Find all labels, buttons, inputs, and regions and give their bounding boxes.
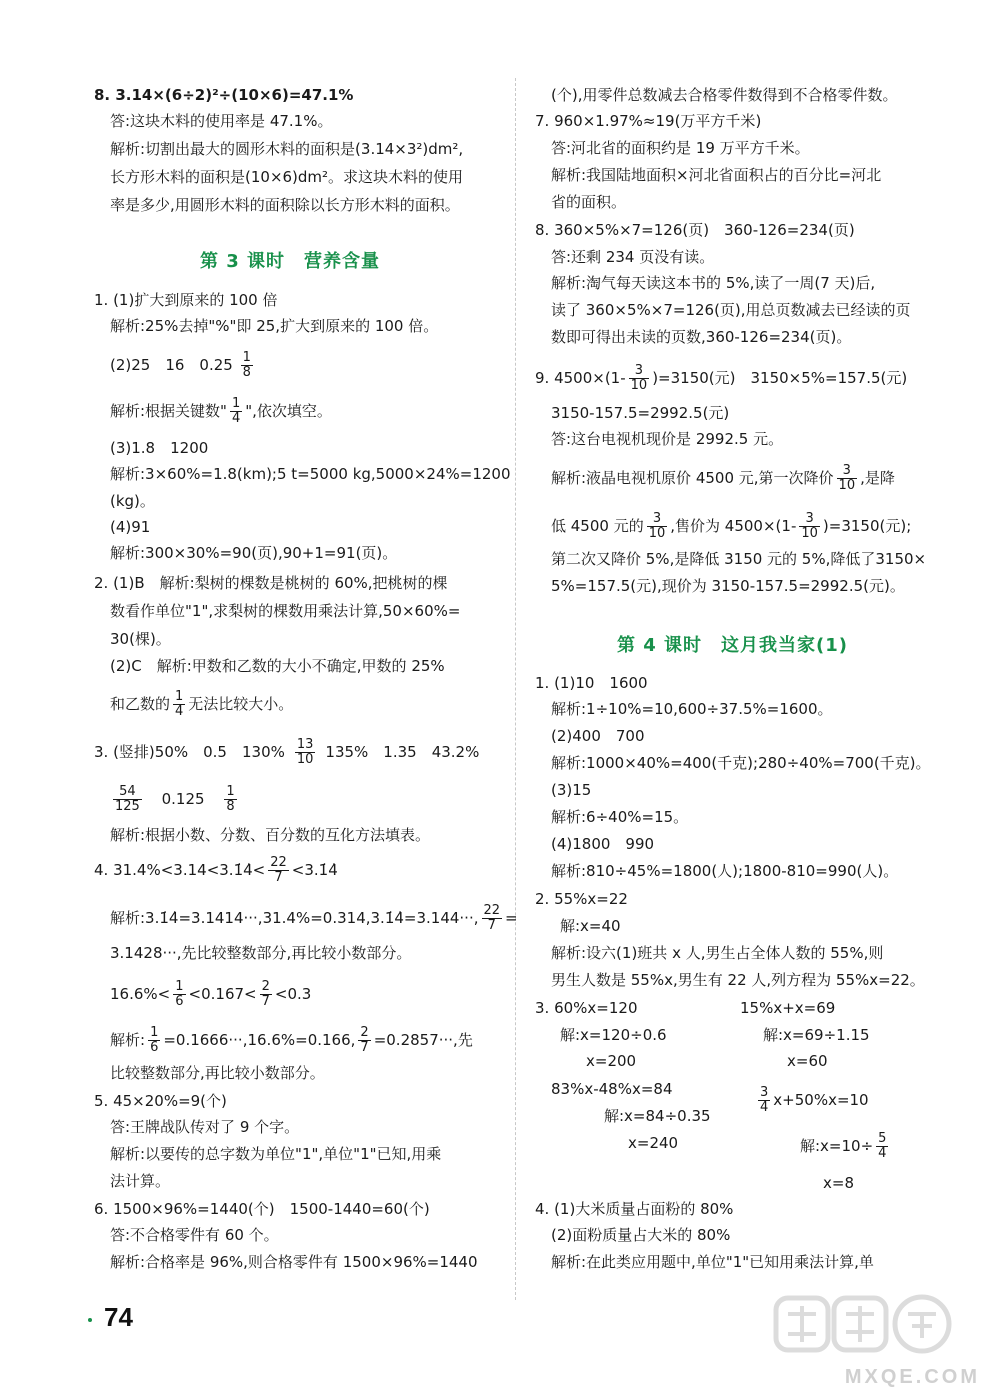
q1-1-analysis: 解析:25%去掉"%"即 25,扩大到原来的 100 倍。 — [110, 317, 439, 335]
fraction — [148, 1026, 160, 1055]
p2-solution: 解:x=40 — [560, 917, 621, 935]
text: =0.1666···,16.6%=0.166, — [163, 1031, 356, 1049]
fraction — [260, 980, 272, 1009]
q4-part2-analysis-2: 比较整数部分,再比较小数部分。 — [110, 1064, 325, 1082]
q4-analysis-2: 3.1428···,先比较整数部分,再比较小数部分。 — [110, 944, 412, 962]
fraction — [241, 351, 253, 380]
p3b: 15%x+x=69 — [740, 999, 836, 1017]
q3 — [94, 737, 480, 767]
text: 4. 31.4%<3.14<3.1̇4̇< — [94, 861, 266, 879]
text: 解析:3.1̇4̇=3.1414···,31.4%=0.314,3.1̇4̇=3.144···, — [110, 909, 479, 927]
q7-answer: 答:河北省的面积约是 19 万平方千米。 — [551, 139, 810, 157]
q8-answer: 答:还剩 234 页没有读。 — [551, 248, 715, 266]
fraction — [758, 1086, 770, 1115]
q2-1-line3: 30(棵)。 — [110, 630, 171, 648]
q1-4: (4)91 — [110, 518, 151, 536]
fraction — [173, 690, 185, 719]
q8-analysis: 解析:淘气每天读这本书的 5%,读了一周(7 天)后, — [551, 274, 876, 292]
text: 9. 4500×(1- — [535, 369, 626, 387]
q1-2-text: (2)25 16 0.25 — [110, 356, 233, 374]
frac-den: 10 — [801, 526, 818, 541]
fraction — [837, 464, 858, 493]
q8-calc — [94, 84, 353, 108]
frac-den: 125 — [115, 799, 140, 814]
q5-analysis: 解析:以要传的总字数为单位"1",单位"1"已知,用乘 — [110, 1145, 442, 1163]
frac-den: 10 — [296, 752, 314, 767]
p3a-step2: x=200 — [586, 1052, 637, 1070]
p3b-step1: 解:x=69÷1.15 — [763, 1026, 870, 1044]
q5: 5. 45×20%=9(个) — [94, 1092, 227, 1110]
p1-4-analysis: 解析:810÷45%=1800(人);1800-810=990(人)。 — [551, 862, 899, 880]
q6-analysis: 解析:合格率是 96%,则合格零件有 1500×96%=1440 — [110, 1253, 478, 1271]
frac-num: 2 — [261, 979, 270, 994]
q7-analysis-2: 省的面积。 — [551, 193, 627, 211]
p1-2: (2)400 700 — [551, 727, 645, 745]
q1-3-analysis: 解析:3×60%=1.8(km);5 t=5000 kg,5000×24%=1200 — [110, 465, 511, 483]
watermark-text: MXQE.COM — [844, 1366, 980, 1388]
q4-part2-analysis — [110, 1025, 473, 1055]
frac-den: 6 — [150, 1040, 159, 1055]
text: =0.2857···,先 — [373, 1031, 473, 1049]
q6: 6. 1500×96%=1440(个) 1500-1440=60(个) — [94, 1200, 430, 1218]
fraction — [224, 785, 236, 814]
q1-4-analysis: 解析:300×30%=90(页),90+1=91(页)。 — [110, 544, 398, 562]
p1-1-analysis: 解析:1÷10%=10,600÷37.5%=1600。 — [551, 700, 833, 718]
q8: 8. 360×5%×7=126(页) 360-126=234(页) — [535, 221, 855, 239]
p1-2-analysis: 解析:1000×40%=400(千克);280÷40%=700(千克)。 — [551, 754, 931, 772]
q8-text: 8. 3.14×(6÷2)²÷(10×6)=47.1% — [94, 86, 354, 104]
q5-answer: 答:王牌战队传对了 9 个字。 — [110, 1118, 300, 1136]
q1-3-analysis-2: (kg)。 — [110, 492, 155, 510]
q8-analysis-1: 解析:切割出最大的圆形木料的面积是(3.14×3²)dm², — [110, 140, 464, 158]
text: 低 4500 元的 — [551, 517, 644, 535]
q2-1: 2. (1)B 解析:梨树的棵数是桃树的 60%,把桃树的棵 — [94, 574, 448, 592]
q3-analysis: 解析:根据小数、分数、百分数的互化方法填表。 — [110, 826, 431, 844]
text: )=3150(元) 3150×5%=157.5(元) — [652, 369, 908, 387]
text: 135% 1.35 43.2% — [325, 743, 480, 761]
fraction — [295, 738, 316, 767]
frac-den: 4 — [878, 1146, 887, 1161]
q6-answer: 答:不合格零件有 60 个。 — [110, 1226, 279, 1244]
q1-3: (3)1.8 1200 — [110, 439, 209, 457]
p4-1: 4. (1)大米质量占面粉的 80% — [535, 1200, 734, 1218]
frac-num: 2 — [360, 1025, 369, 1040]
frac-num: 3 — [799, 512, 820, 527]
p3c-step2: x=240 — [628, 1134, 679, 1152]
p2: 2. 55%x=22 — [535, 890, 628, 908]
frac-den: 6 — [175, 994, 184, 1009]
text: = — [505, 909, 518, 927]
q1-2-analysis — [110, 396, 332, 426]
p1-3: (3)15 — [551, 781, 592, 799]
frac-den: 7 — [360, 1040, 369, 1055]
q9-analysis-4: 5%=157.5(元),现价为 3150-157.5=2992.5(元)。 — [551, 577, 905, 595]
text: ,是降 — [860, 469, 895, 487]
section-title-lesson3: 第 3 课时 营养含量 — [200, 251, 381, 272]
frac-den: 8 — [226, 799, 235, 814]
text: ,售价为 4500×(1- — [670, 517, 797, 535]
text: 3. (竖排)50% 0.5 130% — [94, 743, 285, 761]
fraction — [358, 1026, 370, 1055]
p3a: 3. 60%x=120 — [535, 999, 638, 1017]
p3d — [755, 1085, 869, 1115]
frac-den: 4 — [760, 1100, 769, 1115]
q2-2: (2)C 解析:甲数和乙数的大小不确定,甲数的 25% — [110, 657, 445, 675]
text: 和乙数的 — [110, 695, 171, 713]
q8-analysis-3: 数即可得出未读的页数,360-126=234(页)。 — [551, 328, 852, 346]
q7-analysis: 解析:我国陆地面积×河北省面积占的百分比=河北 — [551, 166, 882, 184]
q1-2 — [110, 350, 256, 380]
fraction — [647, 512, 668, 541]
q4-analysis — [110, 903, 518, 933]
p2-analysis: 解析:设六(1)班共 x 人,男生占全体人数的 55%,则 — [551, 944, 884, 962]
q6-analysis-cont: (个),用零件总数减去合格零件数得到不合格零件数。 — [551, 86, 898, 104]
q2-2-line2 — [110, 689, 294, 719]
fraction — [113, 785, 142, 814]
fraction — [799, 512, 820, 541]
frac-den: 7 — [261, 994, 270, 1009]
frac-num: 1 — [242, 350, 251, 365]
p3d-step2: x=8 — [823, 1174, 854, 1192]
q5-analysis-2: 法计算。 — [110, 1172, 171, 1190]
frac-num: 1 — [175, 979, 184, 994]
p4-2: (2)面粉质量占大米的 80% — [551, 1226, 731, 1244]
frac-den: 4 — [231, 411, 241, 426]
q9 — [535, 363, 908, 393]
p1-1: 1. (1)10 1600 — [535, 674, 648, 692]
p1-4: (4)1800 990 — [551, 835, 655, 853]
column-divider — [515, 78, 516, 1300]
text: 解析:根据关键数" — [110, 402, 227, 420]
text: <0.3 — [274, 985, 312, 1003]
q8-analysis-3: 率是多少,用圆形木料的面积除以长方形木料的面积。 — [110, 196, 460, 214]
text: x+50%x=10 — [773, 1091, 869, 1109]
text: )=3150(元); — [822, 517, 912, 535]
text: 解:x=10÷ — [800, 1137, 874, 1155]
text: 解析: — [110, 1031, 146, 1049]
q1-1: 1. (1)扩大到原来的 100 倍 — [94, 291, 278, 309]
frac-num: 1 — [226, 784, 235, 799]
frac-num: 54 — [113, 785, 142, 800]
text: 无法比较大小。 — [188, 695, 294, 713]
frac-den: 10 — [648, 526, 666, 541]
q9-analysis-2 — [551, 511, 912, 541]
text: 0.125 — [161, 790, 205, 808]
fraction — [876, 1132, 888, 1161]
frac-den: 10 — [838, 478, 856, 493]
fraction — [482, 904, 503, 933]
q8-analysis-2: 读了 360×5%×7=126(页),用总页数减去已经读的页 — [551, 301, 911, 319]
frac-num: 22 — [483, 903, 501, 918]
fraction — [173, 980, 185, 1009]
q8-answer: 答:这块木料的使用率是 47.1%。 — [110, 112, 333, 130]
section-title-lesson4: 第 4 课时 这月我当家(1) — [617, 635, 849, 656]
frac-num: 3 — [760, 1085, 769, 1100]
q4 — [94, 855, 338, 885]
frac-num: 3 — [647, 512, 668, 527]
frac-num: 1 — [175, 689, 184, 704]
q2-1-line2: 数看作单位"1",求梨树的棵数用乘法计算,50×60%= — [110, 602, 461, 620]
q9-line2: 3150-157.5=2992.5(元) — [551, 404, 730, 422]
p3c: 83%x-48%x=84 — [551, 1080, 673, 1098]
frac-num: 3 — [629, 364, 650, 379]
p3d-step1 — [800, 1131, 891, 1161]
p2-analysis-2: 男生人数是 55%x,男生有 22 人,列方程为 55%x=22。 — [551, 971, 925, 989]
frac-den: 8 — [242, 365, 251, 380]
q9-analysis-3: 第二次又降价 5%,是降低 3150 元的 5%,降低了3150× — [551, 550, 927, 568]
frac-num: 5 — [878, 1131, 887, 1146]
page-dot-icon — [88, 1318, 92, 1322]
text: 解析:液晶电视机原价 4500 元,第一次降价 — [551, 469, 834, 487]
fraction — [629, 364, 650, 393]
frac-num: 1 — [150, 1025, 159, 1040]
fraction — [268, 856, 289, 885]
frac-num: 1 — [231, 396, 241, 411]
text: <3.1̇4̇ — [291, 861, 338, 879]
frac-num: 3 — [837, 464, 858, 479]
q4-part2 — [110, 979, 312, 1009]
q7: 7. 960×1.97%≈19(万平方千米) — [535, 112, 762, 130]
text: <0.167< — [188, 985, 257, 1003]
p3c-step1: 解:x=84÷0.35 — [604, 1107, 711, 1125]
frac-den: 7 — [487, 918, 496, 933]
text: 16.6%< — [110, 985, 171, 1003]
p1-3-analysis: 解析:6÷40%=15。 — [551, 808, 689, 826]
frac-num: 13 — [296, 737, 314, 752]
frac-den: 10 — [630, 378, 648, 393]
p3a-step1: 解:x=120÷0.6 — [560, 1026, 667, 1044]
page-number: 74 — [104, 1302, 133, 1332]
frac-den: 4 — [175, 704, 184, 719]
text: ",依次填空。 — [245, 402, 332, 420]
frac-num: 22 — [270, 855, 287, 870]
frac-den: 7 — [274, 870, 283, 885]
q8-analysis-2: 长方形木料的面积是(10×6)dm²。求这块木料的使用 — [110, 168, 464, 186]
q9-answer: 答:这台电视机现价是 2992.5 元。 — [551, 430, 784, 448]
p3b-step2: x=60 — [787, 1052, 828, 1070]
fraction — [230, 397, 242, 426]
q9-analysis — [551, 463, 895, 493]
p4-analysis: 解析:在此类应用题中,单位"1"已知用乘法计算,单 — [551, 1253, 874, 1271]
q3-line2 — [110, 784, 240, 814]
